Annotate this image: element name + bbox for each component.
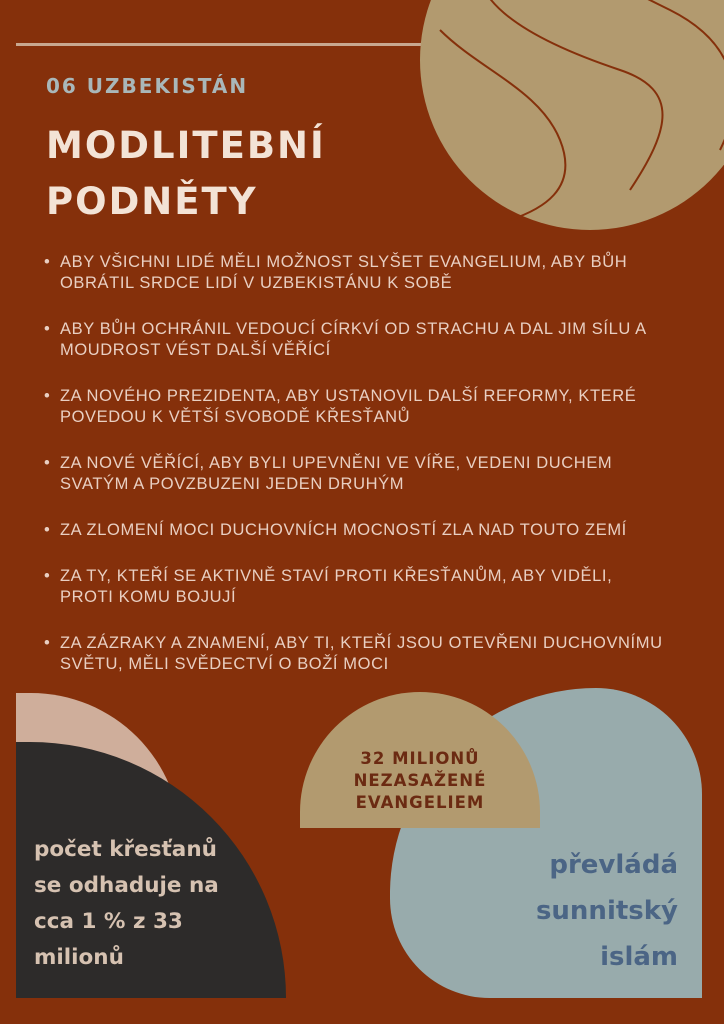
prayer-point: • ZA ZLOMENÍ MOCI DUCHOVNÍCH MOCNOSTÍ ZLA NAD TOUTO ZEMÍ	[44, 521, 627, 539]
page-title	[46, 118, 426, 230]
prayer-points-list	[44, 252, 664, 700]
bullet-icon: •	[44, 521, 51, 539]
bullet-icon: •	[44, 634, 51, 652]
bullet-icon: •	[44, 320, 51, 338]
prayer-point: • ABY BŮH OCHRÁNIL VEDOUCÍ CÍRKVÍ OD STRACHU A DAL JIM SÍLU A MOUDROST VÉST DALŠÍ VĚŘÍCÍ	[44, 320, 646, 359]
decorative-wave-circle	[420, 0, 724, 230]
prayer-point: • ZA NOVÉHO PREZIDENTA, ABY USTANOVIL DALŠÍ REFORMY, KTERÉ POVEDOU K VĚTŠÍ SVOBODĚ KŘESŤANŮ	[44, 387, 637, 426]
christians-stat-text: počet křesťanů se odhaduje na cca 1 % z 33 milionů	[34, 837, 219, 970]
top-divider	[16, 43, 422, 46]
bullet-icon: •	[44, 387, 51, 405]
title-line: PODNĚTY	[46, 180, 258, 223]
prayer-point: • ZA ZÁZRAKY A ZNAMENÍ, ABY TI, KTEŘÍ JSOU OTEVŘENI DUCHOVNÍMU SVĚTU, MĚLI SVĚDECTVÍ O BOŽÍ MOCI	[44, 634, 663, 673]
prayer-point: • ZA TY, KTEŘÍ SE AKTIVNĚ STAVÍ PROTI KŘESŤANŮM, ABY VIDĚLI, PROTI KOMU BOJUJÍ	[44, 567, 613, 606]
bullet-icon: •	[44, 567, 51, 585]
unreached-stat-text: 32 MILIONŮ NEZASAŽENÉ EVANGELIEM	[353, 749, 487, 812]
bullet-icon: •	[44, 454, 51, 472]
prayer-point: • ZA NOVÉ VĚŘÍCÍ, ABY BYLI UPEVNĚNI VE VÍŘE, VEDENI DUCHEM SVATÝM A POVZBUZENI JEDEN DRUHÝM	[44, 454, 613, 493]
bullet-icon: •	[44, 253, 51, 271]
country-subtitle: 06 UZBEKISTÁN	[46, 74, 249, 98]
title-line: MODLITEBNÍ	[46, 124, 326, 167]
prayer-point: • ABY VŠICHNI LIDÉ MĚLI MOŽNOST SLYŠET EVANGELIUM, ABY BŮH OBRÁTIL SRDCE LIDÍ V UZBEKISTÁNU K SOBĚ	[44, 253, 628, 292]
religion-stat-text: převládá sunnitský islám	[535, 850, 678, 972]
